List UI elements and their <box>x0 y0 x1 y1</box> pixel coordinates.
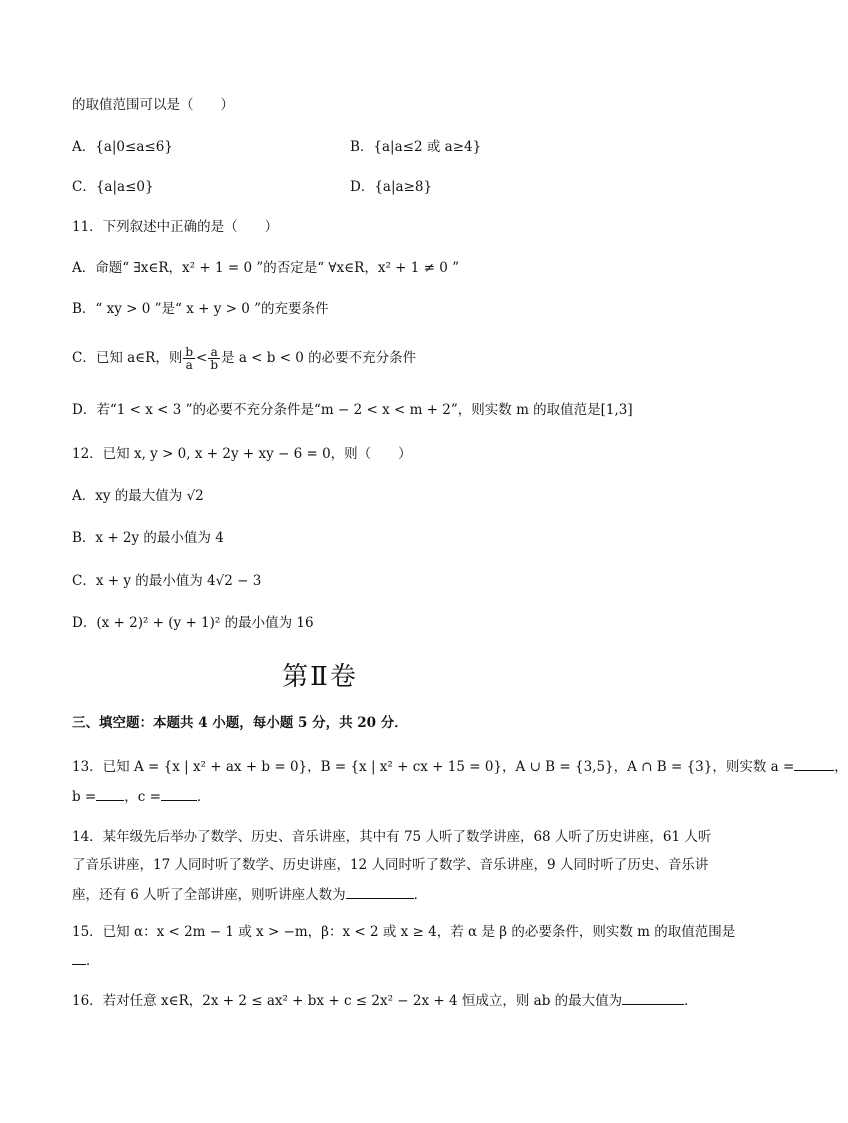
q11-option-b <box>72 299 329 319</box>
answer-blank-c[interactable] <box>161 786 197 801</box>
option-text: {a|a≤2 或 a≥4} <box>373 139 482 155</box>
option-text: 命题“ ∃x∈R，x² + 1 = 0 ”的否定是“ ∀x∈R，x² + 1 ≠ 0 ” <box>95 260 460 276</box>
option-text: {a|a≥8} <box>374 179 433 195</box>
option-label: B． <box>72 301 96 317</box>
fraction-b-over-a <box>183 346 195 371</box>
q16-text: 16．若对任意 x∈R，2x + 2 ≤ ax² + bx + c ≤ 2x² − 2x + 4 恒成立，则 ab 的最大值为 <box>72 993 623 1009</box>
fraction-numerator: b <box>185 345 194 359</box>
fraction-denominator: a <box>185 358 193 372</box>
q11-option-a <box>72 258 459 278</box>
q10-option-a <box>72 137 173 157</box>
option-label: D． <box>72 402 97 418</box>
fraction-a-over-b <box>208 346 220 371</box>
q11-option-d <box>72 400 633 420</box>
option-text: {a|a≤0} <box>95 179 154 195</box>
option-label: C． <box>72 573 96 589</box>
answer-blank-a[interactable] <box>794 756 834 771</box>
option-text: xy 的最大值为 √2 <box>95 488 204 504</box>
answer-blank[interactable] <box>622 990 684 1005</box>
option-text: (x + 2)² + (y + 1)² 的最小值为 16 <box>96 615 314 631</box>
q13-line-1 <box>72 756 848 777</box>
option-text: x + y 的最小值为 4√2 − 3 <box>95 573 262 589</box>
q12-option-c <box>72 571 261 591</box>
option-text: 若“1 < x < 3 ”的必要不充分条件是“m − 2 < x < m + 2”，则实数 m 的取值范是[1,3] <box>96 402 633 418</box>
q13-line-2 <box>72 786 210 807</box>
option-text: x + 2y 的最小值为 4 <box>95 530 224 546</box>
option-label: D． <box>350 179 375 195</box>
q16-line-1 <box>72 990 698 1011</box>
punctuation: ． <box>413 887 428 903</box>
option-text: “ xy > 0 ”是“ x + y > 0 ”的充要条件 <box>95 301 329 317</box>
option-label: A． <box>72 260 96 276</box>
option-text-pre: 已知 a∈R，则 <box>95 350 183 366</box>
q13-c-label: c = <box>137 789 161 805</box>
q14-line-1: 14．某年级先后举办了数学、历史、音乐讲座，其中有 75 人听了数学讲座，68 人听了历史讲座，61 人听 <box>72 829 712 845</box>
q12-option-d <box>72 613 314 633</box>
q10-option-d <box>350 177 432 197</box>
punctuation: ． <box>196 789 211 805</box>
q15-line-1: 15．已知 α：x < 2m − 1 或 x > −m，β：x < 2 或 x ≥ 4，若 α 是 β 的必要条件，则实数 m 的取值范围是 <box>72 924 736 940</box>
q12-stem: 12．已知 x, y > 0, x + 2y + xy − 6 = 0，则（ ） <box>72 446 412 462</box>
q11-option-c <box>72 344 416 372</box>
answer-blank[interactable] <box>346 884 414 899</box>
q14-line-2: 了音乐讲座，17 人同时听了数学、历史讲座，12 人同时听了数学、音乐讲座，9 人同时听了历史、音乐讲 <box>72 857 709 873</box>
q12-option-a <box>72 486 204 506</box>
q13-b-label: b = <box>72 789 97 805</box>
option-label: B． <box>350 139 374 155</box>
answer-blank-b[interactable] <box>96 786 124 801</box>
option-text: {a|0≤a≤6} <box>95 139 173 155</box>
q12-option-b <box>72 528 224 548</box>
fill-in-section-heading: 三、填空题：本题共 4 小题，每小题 5 分，共 20 分． <box>72 715 408 731</box>
option-label: C． <box>72 179 96 195</box>
option-label: A． <box>72 488 96 504</box>
q14-line-3 <box>72 884 427 905</box>
punctuation: ． <box>684 993 698 1009</box>
q11-stem: 11．下列叙述中正确的是（ ） <box>72 219 279 235</box>
q10-option-c <box>72 177 154 197</box>
answer-blank[interactable] <box>72 950 86 965</box>
option-label: B． <box>72 530 96 546</box>
punctuation: ， <box>834 759 848 775</box>
option-text-post: 是 a < b < 0 的必要不充分条件 <box>221 350 417 366</box>
fraction-denominator: b <box>210 358 219 372</box>
part-two-title: 第Ⅱ卷 <box>282 662 358 692</box>
punctuation: ． <box>86 953 100 969</box>
q10-option-b <box>350 137 481 157</box>
q10-stem-tail: 的取值范围可以是（ ） <box>72 97 234 113</box>
q15-line-2 <box>72 950 100 971</box>
fraction-numerator: a <box>208 346 220 359</box>
punctuation: ， <box>124 789 138 805</box>
q13-text: 13．已知 A = {x | x² + ax + b = 0}，B = {x | x² + cx + 15 = 0}，A ∪ B = {3,5}，A ∩ B = {3}，则实数 a = <box>72 759 795 775</box>
q14-text: 座，还有 6 人听了全部讲座，则听讲座人数为 <box>72 887 346 903</box>
less-than-sign: < <box>196 350 208 366</box>
option-label: A． <box>72 139 96 155</box>
option-label: C． <box>72 350 96 366</box>
option-label: D． <box>72 615 97 631</box>
